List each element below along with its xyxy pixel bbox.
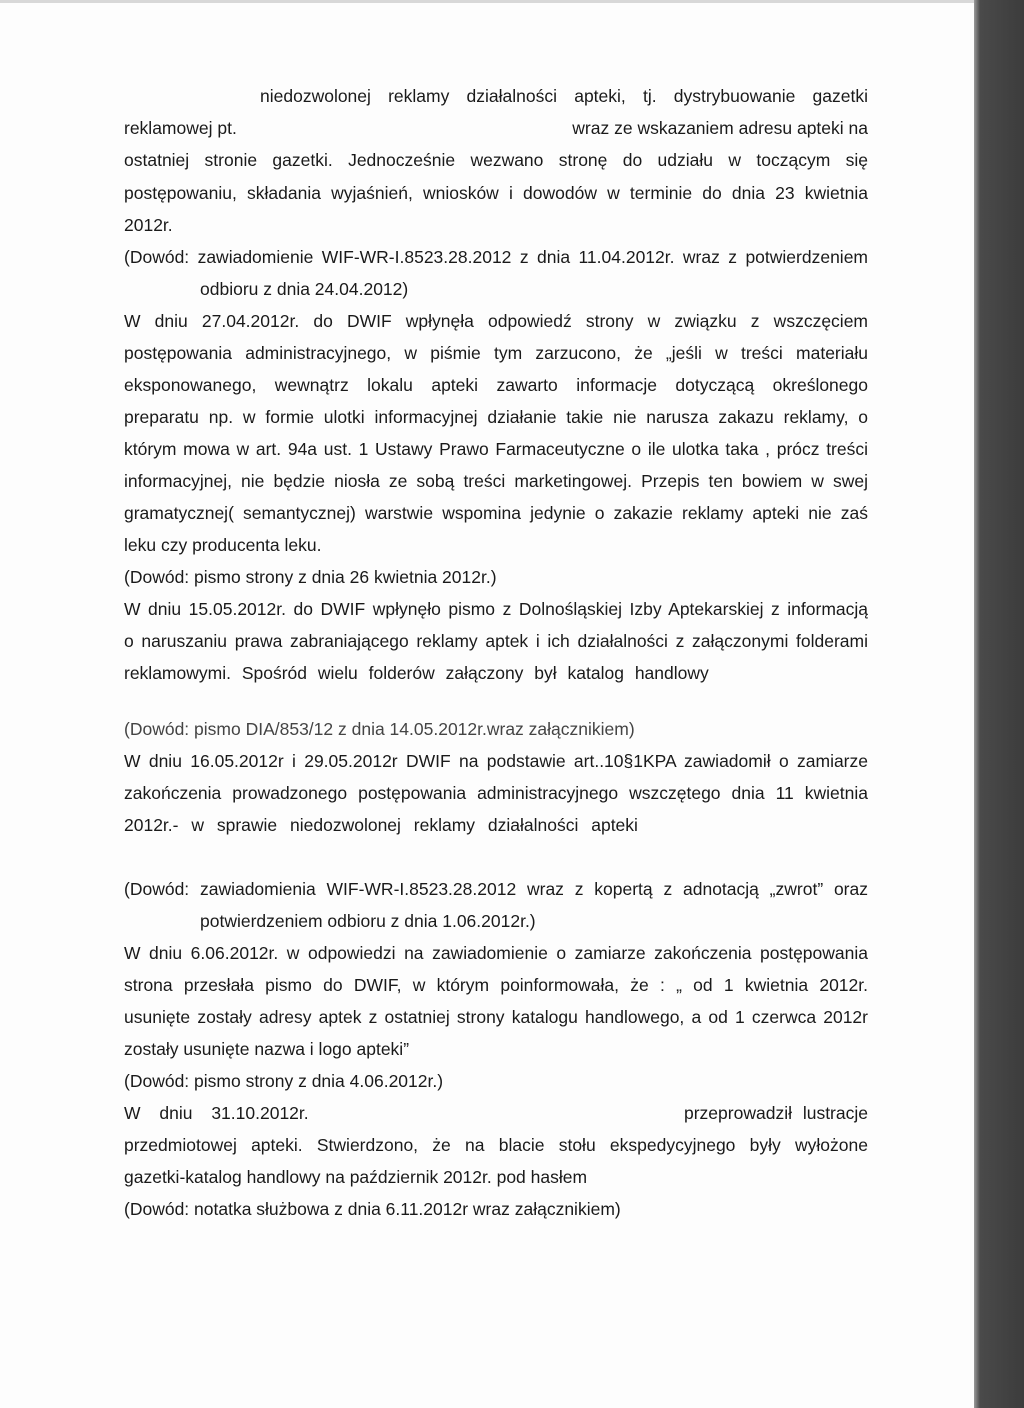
text-line-split — [124, 118, 868, 138]
text-line: gazetki-katalog handlowy na październik 2012r. pod hasłem — [124, 1167, 588, 1187]
text-line: eksponowanego, wewnątrz lokalu apteki zawarto informacje dotyczącą określonego — [124, 375, 868, 395]
text-line: reklamowymi. Spośród wielu folderów załączony był katalog handlowy — [124, 663, 709, 683]
text-line-split — [124, 1103, 868, 1123]
text-line: 2012r. — [124, 215, 173, 235]
evidence-line: (Dowód: pismo strony z dnia 4.06.2012r.) — [124, 1071, 444, 1091]
text-line: zostały usunięte nazwa i logo apteki” — [124, 1039, 410, 1059]
text-line: ostatniej stronie gazetki. Jednocześnie wezwano stronę do udziału w toczącym się — [124, 150, 868, 170]
text-line: 2012r.- w sprawie niedozwolonej reklamy działalności apteki — [124, 815, 638, 835]
text-line: przedmiotowej apteki. Stwierdzono, że na blacie stołu ekspedycyjnego były wyłożone — [124, 1135, 868, 1155]
scan-dark-edge — [974, 0, 1024, 1408]
text-line: postępowania administracyjnego, w piśmie tym zarzucono, że „jeśli w treści materiału — [124, 343, 868, 363]
scan-top-edge — [0, 0, 974, 3]
text-fragment: reklamowej pt. — [124, 118, 237, 138]
text-line: leku czy producenta leku. — [124, 535, 322, 555]
evidence-line: (Dowód: pismo DIA/853/12 z dnia 14.05.2012r.wraz załącznikiem) — [124, 719, 635, 739]
text-line: strona przesłała pismo do DWIF, w którym poinformowała, że : „ od 1 kwietnia 2012r. — [124, 975, 868, 995]
text-line: W dniu 15.05.2012r. do DWIF wpłynęło pismo z Dolnośląskiej Izby Aptekarskiej z informacją — [124, 599, 868, 619]
text-line: o naruszaniu prawa zabraniającego reklamy aptek i ich działalności z załączonymi folderami — [124, 631, 868, 651]
text-line: W dniu 27.04.2012r. do DWIF wpłynęła odpowiedź strony w związku z wszczęciem — [124, 311, 868, 331]
text-line: postępowaniu, składania wyjaśnień, wniosków i dowodów w terminie do dnia 23 kwietnia — [124, 183, 868, 203]
text-line: W dniu 6.06.2012r. w odpowiedzi na zawiadomienie o zamiarze zakończenia postępowania — [124, 943, 868, 963]
evidence-line: (Dowód: zawiadomienia WIF-WR-I.8523.28.2012 wraz z kopertą z adnotacją „zwrot” oraz — [124, 879, 868, 899]
text-line: usunięte zostały adresy aptek z ostatniej strony katalogu handlowego, a od 1 czerwca 2012r — [124, 1007, 868, 1027]
text-line: gramatycznej( semantycznej) warstwie wspomina jedynie o zakazie reklamy apteki nie zaś — [124, 503, 868, 523]
evidence-line: (Dowód: pismo strony z dnia 26 kwietnia 2012r.) — [124, 567, 497, 587]
evidence-line: (Dowód: zawiadomienie WIF-WR-I.8523.28.2012 z dnia 11.04.2012r. wraz z potwierdzeniem — [124, 247, 868, 267]
text-line: informacyjnej, nie będzie niosła ze sobą treści marketingowej. Przepis ten bowiem w swej — [124, 471, 868, 491]
evidence-line: (Dowód: notatka służbowa z dnia 6.11.2012r wraz załącznikiem) — [124, 1199, 621, 1219]
text-fragment: wraz ze wskazaniem adresu apteki na — [572, 118, 868, 138]
evidence-line: potwierdzeniem odbioru z dnia 1.06.2012r.) — [200, 911, 536, 931]
text-line: niedozwolonej reklamy działalności apteki, tj. dystrybuowanie gazetki — [260, 86, 868, 106]
text-fragment: W dniu 31.10.2012r. — [124, 1103, 309, 1123]
text-line: zakończenia prowadzonego postępowania administracyjnego wszczętego dnia 11 kwietnia — [124, 783, 868, 803]
text-line: którym mowa w art. 94a ust. 1 Ustawy Prawo Farmaceutyczne o ile ulotka taka , prócz treści — [124, 439, 868, 459]
evidence-line: odbioru z dnia 24.04.2012) — [200, 279, 409, 299]
text-line: W dniu 16.05.2012r i 29.05.2012r DWIF na podstawie art..10§1KPA zawiadomił o zamiarze — [124, 751, 868, 771]
text-fragment: przeprowadził lustracje — [684, 1103, 868, 1123]
text-line: preparatu np. w formie ulotki informacyjnej działanie takie nie narusza zakazu reklamy, o — [124, 407, 868, 427]
